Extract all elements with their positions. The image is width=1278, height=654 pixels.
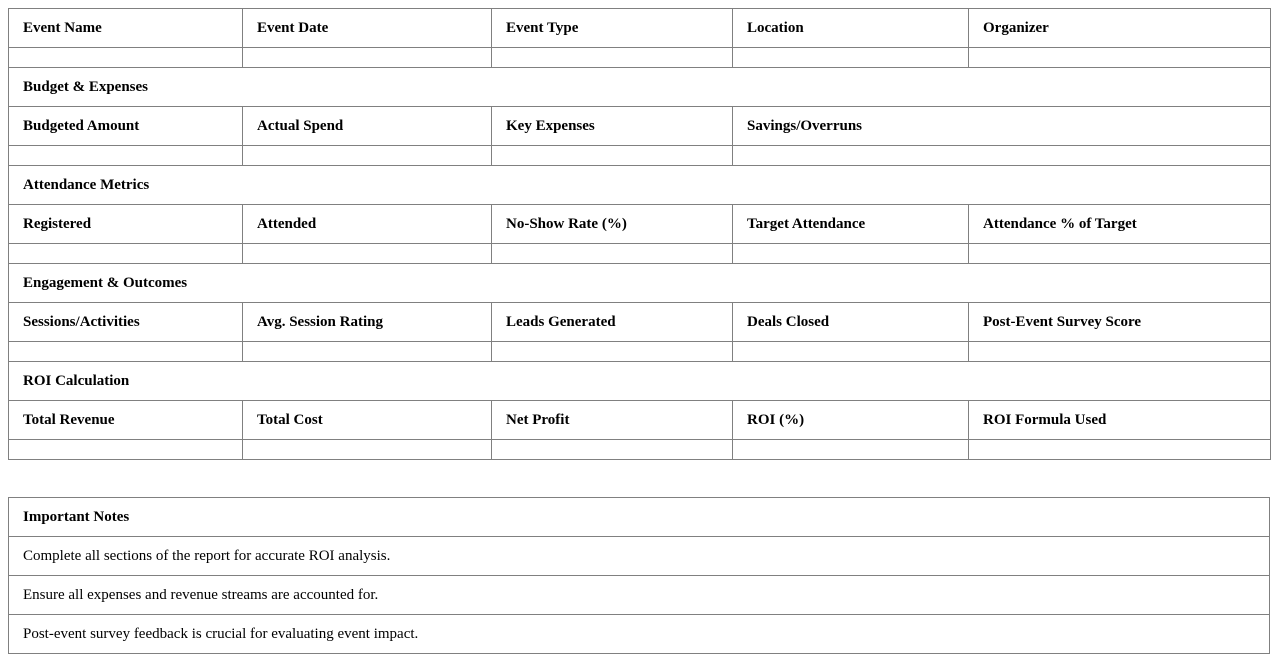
budget-section-row <box>9 68 1271 107</box>
note-item: Post-event survey feedback is crucial for evaluating event impact. <box>9 615 1270 654</box>
header-registered: Registered <box>9 205 243 244</box>
header-roi-pct: ROI (%) <box>733 401 969 440</box>
header-key-expenses: Key Expenses <box>492 107 733 146</box>
event-info-value-row <box>9 48 1271 68</box>
attended-cell[interactable] <box>243 244 492 264</box>
note-row <box>9 615 1270 654</box>
actual-spend-cell[interactable] <box>243 146 492 166</box>
avg-session-rating-cell[interactable] <box>243 342 492 362</box>
header-location: Location <box>733 9 969 48</box>
header-avg-session-rating: Avg. Session Rating <box>243 303 492 342</box>
attendance-section-row <box>9 166 1271 205</box>
event-type-cell[interactable] <box>492 48 733 68</box>
no-show-rate-cell[interactable] <box>492 244 733 264</box>
attendance-value-row <box>9 244 1271 264</box>
header-event-name: Event Name <box>9 9 243 48</box>
event-name-cell[interactable] <box>9 48 243 68</box>
roi-formula-cell[interactable] <box>969 440 1271 460</box>
header-actual-spend: Actual Spend <box>243 107 492 146</box>
header-leads-generated: Leads Generated <box>492 303 733 342</box>
total-revenue-cell[interactable] <box>9 440 243 460</box>
savings-overruns-cell[interactable] <box>733 146 1271 166</box>
header-sessions-activities: Sessions/Activities <box>9 303 243 342</box>
header-post-event-survey-score: Post-Event Survey Score <box>969 303 1271 342</box>
note-item: Ensure all expenses and revenue streams are accounted for. <box>9 576 1270 615</box>
important-notes-table <box>8 497 1270 654</box>
event-date-cell[interactable] <box>243 48 492 68</box>
header-deals-closed: Deals Closed <box>733 303 969 342</box>
header-roi-formula: ROI Formula Used <box>969 401 1271 440</box>
total-cost-cell[interactable] <box>243 440 492 460</box>
organizer-cell[interactable] <box>969 48 1271 68</box>
header-organizer: Organizer <box>969 9 1271 48</box>
header-no-show-rate: No-Show Rate (%) <box>492 205 733 244</box>
budget-header-row <box>9 107 1271 146</box>
note-row <box>9 537 1270 576</box>
event-roi-report-table <box>8 8 1271 460</box>
event-info-header-row <box>9 9 1271 48</box>
header-total-revenue: Total Revenue <box>9 401 243 440</box>
header-savings-overruns: Savings/Overruns <box>733 107 1271 146</box>
header-total-cost: Total Cost <box>243 401 492 440</box>
registered-cell[interactable] <box>9 244 243 264</box>
header-attendance-pct-target: Attendance % of Target <box>969 205 1271 244</box>
leads-generated-cell[interactable] <box>492 342 733 362</box>
header-event-date: Event Date <box>243 9 492 48</box>
post-event-survey-score-cell[interactable] <box>969 342 1271 362</box>
roi-pct-cell[interactable] <box>733 440 969 460</box>
note-row <box>9 576 1270 615</box>
attendance-section-title: Attendance Metrics <box>9 166 1271 205</box>
net-profit-cell[interactable] <box>492 440 733 460</box>
note-item: Complete all sections of the report for accurate ROI analysis. <box>9 537 1270 576</box>
engagement-header-row <box>9 303 1271 342</box>
location-cell[interactable] <box>733 48 969 68</box>
notes-title-row <box>9 498 1270 537</box>
header-budgeted-amount: Budgeted Amount <box>9 107 243 146</box>
deals-closed-cell[interactable] <box>733 342 969 362</box>
header-net-profit: Net Profit <box>492 401 733 440</box>
engagement-value-row <box>9 342 1271 362</box>
roi-section-title: ROI Calculation <box>9 362 1271 401</box>
sessions-activities-cell[interactable] <box>9 342 243 362</box>
roi-value-row <box>9 440 1271 460</box>
roi-section-row <box>9 362 1271 401</box>
attendance-header-row <box>9 205 1271 244</box>
roi-header-row <box>9 401 1271 440</box>
header-attended: Attended <box>243 205 492 244</box>
key-expenses-cell[interactable] <box>492 146 733 166</box>
engagement-section-title: Engagement & Outcomes <box>9 264 1271 303</box>
budget-section-title: Budget & Expenses <box>9 68 1271 107</box>
notes-title: Important Notes <box>9 498 1270 537</box>
header-event-type: Event Type <box>492 9 733 48</box>
budget-value-row <box>9 146 1271 166</box>
target-attendance-cell[interactable] <box>733 244 969 264</box>
attendance-pct-target-cell[interactable] <box>969 244 1271 264</box>
budgeted-amount-cell[interactable] <box>9 146 243 166</box>
header-target-attendance: Target Attendance <box>733 205 969 244</box>
engagement-section-row <box>9 264 1271 303</box>
